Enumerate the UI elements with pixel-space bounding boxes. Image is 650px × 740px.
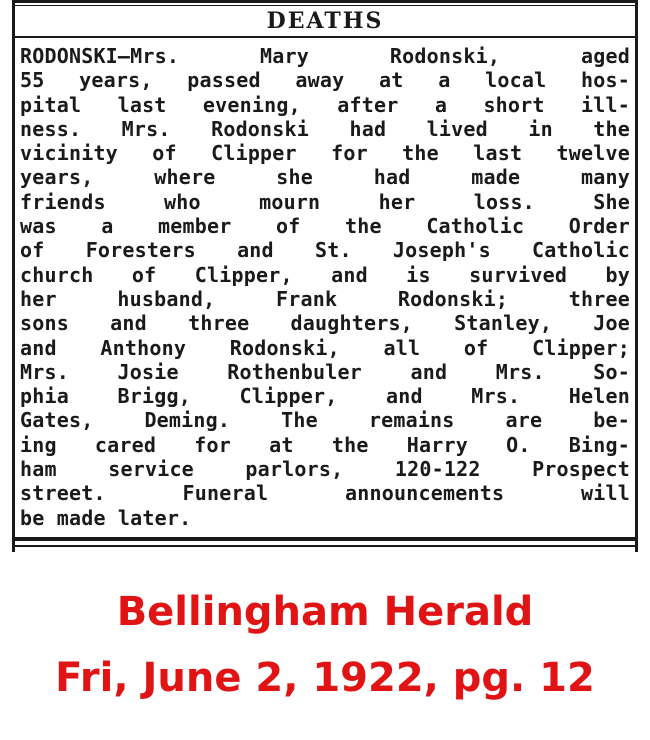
section-heading-block <box>15 0 635 40</box>
obituary-line: pital last evening, after a short ill- <box>20 92 630 117</box>
obituary-line: ham service parlors, 120-122 Prospect <box>20 457 630 482</box>
newspaper-clipping <box>12 0 638 552</box>
obituary-line: street. Funeral announcements will <box>20 481 630 506</box>
obituary-line: her husband, Frank Rodonski; three <box>20 286 630 311</box>
obituary-line: phia Brigg, Clipper, and Mrs. Helen <box>20 384 630 409</box>
obituary-line: Mrs. Josie Rothenbuler and Mrs. So- <box>20 359 630 384</box>
obituary-line: Gates, Deming. The remains are be- <box>20 408 630 433</box>
obituary-line: of Foresters and St. Joseph's Catholic <box>20 238 630 263</box>
obituary-text <box>20 44 630 530</box>
obituary-line: sons and three daughters, Stanley, Joe <box>20 311 630 336</box>
publication-name: Bellingham Herald <box>116 589 534 635</box>
column-rule-left <box>12 0 15 552</box>
heading-rule-top-thin <box>15 5 635 6</box>
publication-date-page: Fri, June 2, 1922, pg. 12 <box>55 655 595 701</box>
section-heading: DEATHS <box>266 8 384 34</box>
obituary-line: be made later. <box>20 505 192 530</box>
obituary-line: ing cared for at the Harry O. Bing- <box>20 432 630 457</box>
obituary-line: years, where she had made many <box>20 165 630 190</box>
column-rule-right <box>635 0 638 552</box>
heading-rule-bottom <box>15 36 635 38</box>
obituary-line: church of Clipper, and is survived by <box>20 262 630 287</box>
obituary-line: RODONSKI—Mrs. Mary Rodonski, aged <box>20 44 630 68</box>
obituary-line: 55 years, passed away at a local hos- <box>20 68 630 93</box>
bottom-rule-thick <box>15 537 635 541</box>
obituary-line: and Anthony Rodonski, all of Clipper; <box>20 335 630 360</box>
bottom-rule-thin <box>15 545 635 547</box>
heading-rule-top <box>15 0 635 3</box>
obituary-line: friends who mourn her loss. She <box>20 189 630 214</box>
obituary-line: ness. Mrs. Rodonski had lived in the <box>20 116 630 141</box>
obituary-line: vicinity of Clipper for the last twelve <box>20 141 630 166</box>
obituary-line: was a member of the Catholic Order <box>20 214 630 239</box>
